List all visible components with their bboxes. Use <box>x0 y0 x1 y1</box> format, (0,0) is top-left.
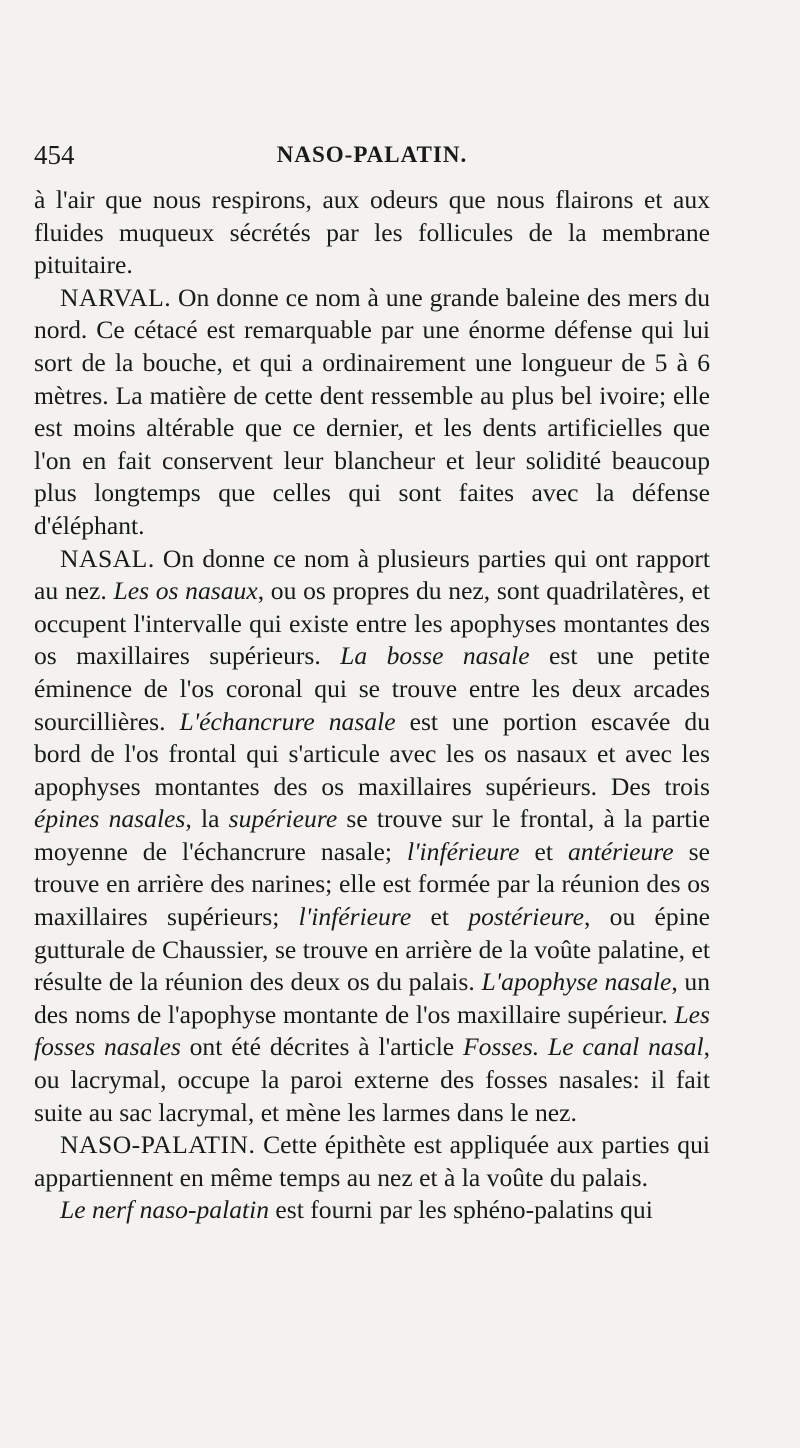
entry-text: Cette épithète est appliquée aux parties qui appartiennent en même temps au nez et à la voûte du palais. <box>34 1130 710 1192</box>
entry-text: , ou épine gutturale de Chaussier, se trouve en arrière de la voûte palatine, et résulte de la réunion des deux os du palais. <box>34 902 710 997</box>
entry-text <box>539 1032 548 1061</box>
entry-text: et <box>411 902 469 932</box>
entry-term: NARVAL. <box>60 282 172 312</box>
entry-text: On donne ce nom à plusieurs parties qui ont rapport au nez. <box>34 543 710 606</box>
italic-term: l'inférieure <box>298 902 412 932</box>
italic-term: antérieure <box>568 836 674 866</box>
entry-text: et <box>519 836 568 866</box>
entry-text: est une petite éminence de l'os coronal qui se trouve entre les deux arcades sourcillières. <box>34 641 710 736</box>
italic-term: l'inférieure <box>406 836 520 866</box>
entry-text: , ou os propres du nez, sont quadrilatères, et occupent l'intervalle qui existe entre les apophyses montantes des os maxillaires supérieurs. <box>34 576 710 671</box>
italic-term: Les fosses nasales <box>34 999 710 1062</box>
entry-text: se trouve en arrière des narines; elle est formée par la réunion des os maxillaires supérieurs; <box>34 836 710 932</box>
entry-text: , ou lacrymal, occupe la paroi externe des fosses nasales: il fait suite au sac lacrymal, et mène les larmes dans le nez. <box>34 1032 710 1127</box>
italic-term: Fosses. <box>463 1032 540 1062</box>
entry-text: est une portion escavée du bord de l'os frontal qui s'articule avec les os nasaux et avec les apophyses montantes des os maxillaires supérieurs. Des trois <box>34 706 710 801</box>
italic-term: Le canal nasal <box>547 1032 704 1062</box>
page-header <box>34 140 710 180</box>
paragraph-nerf <box>34 1194 710 1227</box>
italic-term: La bosse nasale <box>340 641 530 671</box>
entry-text: la <box>191 804 229 834</box>
running-title: NASO-PALATIN. <box>276 142 468 167</box>
italic-term: Le nerf naso-palatin <box>60 1195 270 1225</box>
page-number: 454 <box>34 140 75 170</box>
entry-narval <box>34 282 710 543</box>
entry-term: NASO-PALATIN. <box>60 1130 256 1160</box>
italic-term: L'échancrure nasale <box>179 706 396 736</box>
entry-nasal <box>34 543 710 1130</box>
entry-text: se trouve sur le frontal, à la partie moyenne de l'échancrure nasale; <box>34 804 710 866</box>
entry-text: On donne ce nom à une grande baleine des mers du nord. Ce cétacé est remarquable par une énorme défense qui lui sort de la bouche, et qui a ordinairement une longueur de 5 à 6 mètres. La matière de cette dent ressemble au plus bel ivoire; elle est moins altérable que ce dernier, et les dents artificielles que l'on en fait conservent leur blancheur et leur solidité beaucoup plus longtemps que celles qui sont faites avec la défense d'éléphant. <box>34 282 710 540</box>
italic-term: Les os nasaux <box>113 576 258 606</box>
italic-term: postérieure <box>468 902 584 932</box>
entry-term: NASAL. <box>60 543 155 573</box>
intro-text: à l'air que nous respirons, aux odeurs que nous flairons et aux fluides muqueux sécrétés par les follicules de la membrane pituitaire. <box>34 185 710 280</box>
entry-text: ont été décrites à l'article <box>180 1032 464 1062</box>
paragraph-intro <box>34 184 710 282</box>
body-text <box>34 184 710 1227</box>
italic-term: L'apophyse nasale <box>481 967 672 997</box>
italic-term: supérieure <box>228 804 338 834</box>
italic-term: épines nasales, <box>34 804 192 834</box>
entry-text: est fourni par les sphéno-palatins qui <box>269 1195 653 1225</box>
entry-text: , un des noms de l'apophyse montante de l'os maxillaire supérieur. <box>34 967 710 1029</box>
entry-naso-palatin <box>34 1129 710 1194</box>
